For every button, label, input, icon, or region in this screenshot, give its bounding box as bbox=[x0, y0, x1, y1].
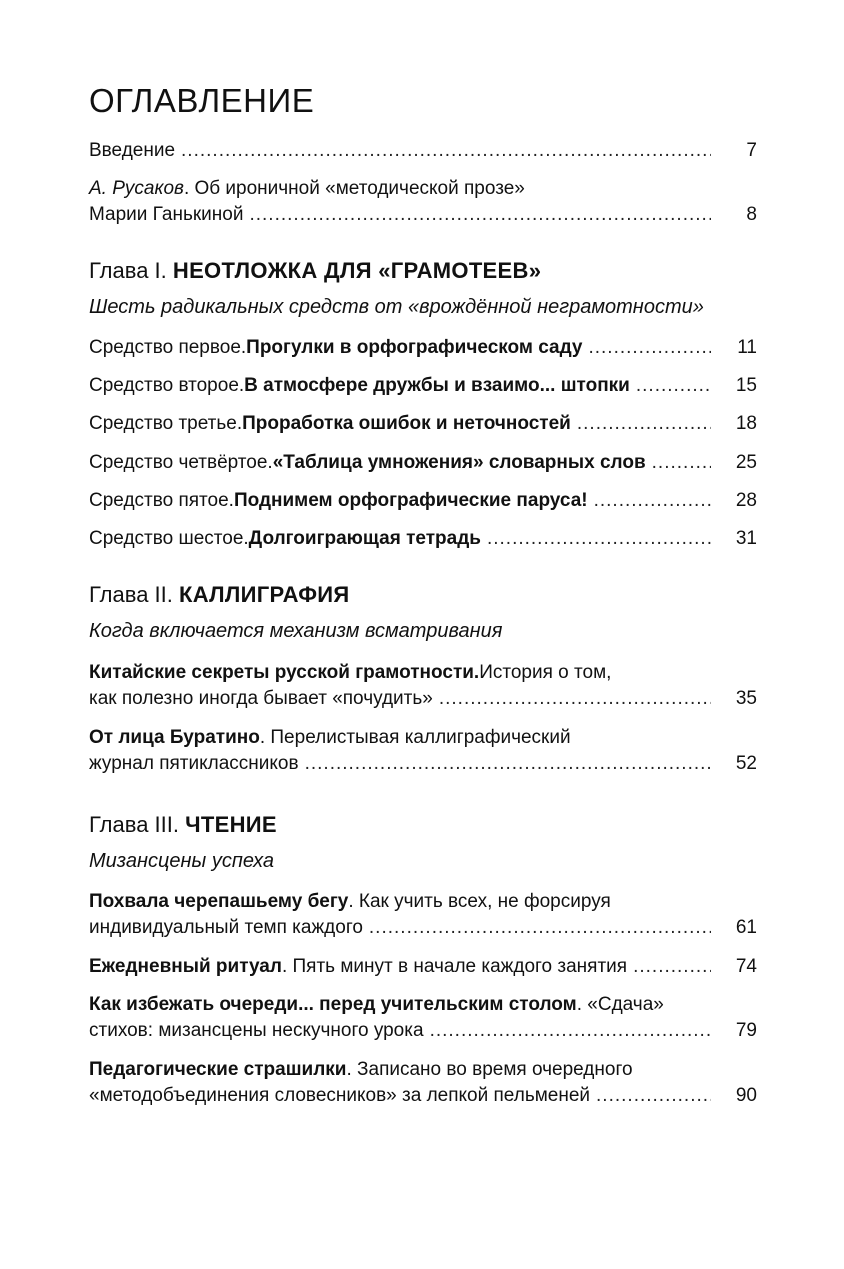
entry-title: В атмосфере дружбы и взаимо... штопки bbox=[244, 375, 630, 396]
page-title: ОГЛАВЛЕНИЕ bbox=[89, 82, 315, 119]
leader-dots bbox=[596, 1083, 711, 1109]
entry-title: Похвала черепашьему бегу bbox=[89, 891, 349, 912]
chapter-label: Глава III. bbox=[89, 812, 186, 837]
toc-entry[interactable] bbox=[89, 889, 757, 941]
entry-subtitle: . Записано во время очередного bbox=[346, 1059, 633, 1080]
leader-dots bbox=[636, 373, 711, 399]
page-number: 79 bbox=[735, 1020, 757, 1041]
chapter-3-heading bbox=[89, 812, 277, 838]
page-number: 18 bbox=[735, 413, 757, 434]
entry-title: Поднимем орфографические паруса! bbox=[233, 490, 588, 511]
toc-entry[interactable] bbox=[89, 1057, 757, 1109]
entry-prefix: Средство пятое. bbox=[89, 490, 234, 511]
toc-entry[interactable] bbox=[89, 992, 757, 1044]
toc-entry-introduction[interactable] bbox=[89, 138, 757, 164]
entry-subtitle: . Перелистывая каллиграфический bbox=[259, 727, 571, 748]
leader-dots bbox=[430, 1018, 711, 1044]
entry-prefix: Средство третье. bbox=[89, 413, 243, 434]
entry-title-line2: «методобъединения словесников» за лепкой пельменей bbox=[89, 1085, 591, 1106]
chapter-1-subtitle: Шесть радикальных средств от «врождённой неграмотности» bbox=[89, 296, 704, 318]
page-number: 61 bbox=[735, 917, 757, 938]
page-number: 8 bbox=[746, 204, 757, 225]
entry-title-line2: Марии Ганькиной bbox=[89, 204, 244, 225]
entry-title: «Таблица умножения» словарных слов bbox=[272, 452, 646, 473]
entry-title-line2: стихов: мизансцены нескучного урока bbox=[89, 1020, 424, 1041]
leader-dots bbox=[594, 488, 711, 514]
chapter-name: ЧТЕНИЕ bbox=[185, 812, 277, 837]
toc-entry[interactable] bbox=[89, 335, 757, 361]
toc-entry[interactable] bbox=[89, 660, 757, 712]
entry-title: Педагогические страшилки bbox=[89, 1059, 347, 1080]
entry-prefix: Средство четвёртое. bbox=[89, 452, 273, 473]
toc-entry[interactable] bbox=[89, 526, 757, 552]
page-number: 52 bbox=[735, 753, 757, 774]
chapter-label: Глава II. bbox=[89, 582, 179, 607]
entry-prefix: Средство второе. bbox=[89, 375, 245, 396]
toc-entry[interactable] bbox=[89, 725, 757, 777]
chapter-1-heading bbox=[89, 258, 541, 284]
entry-title: . Об ироничной «методической прозе» bbox=[183, 178, 525, 199]
entry-title: Как избежать очереди... перед учительским столом bbox=[89, 994, 577, 1015]
toc-entry[interactable] bbox=[89, 954, 757, 980]
toc-entry[interactable] bbox=[89, 373, 757, 399]
chapter-name: НЕОТЛОЖКА ДЛЯ «ГРАМОТЕЕВ» bbox=[172, 258, 542, 283]
entry-title: От лица Буратино bbox=[89, 727, 260, 748]
page-number: 25 bbox=[735, 452, 757, 473]
leader-dots bbox=[487, 526, 711, 552]
toc-entry-rusakov[interactable] bbox=[89, 176, 757, 228]
leader-dots bbox=[305, 751, 711, 777]
entry-prefix: Средство шестое. bbox=[89, 528, 249, 549]
chapter-2-heading bbox=[89, 582, 350, 608]
page-number: 7 bbox=[746, 140, 757, 161]
leader-dots bbox=[633, 954, 711, 980]
entry-subtitle: . Пять минут в начале каждого занятия bbox=[281, 956, 628, 977]
page-number: 11 bbox=[737, 337, 757, 358]
toc-entry[interactable] bbox=[89, 488, 757, 514]
leader-dots bbox=[181, 138, 711, 164]
leader-dots bbox=[588, 335, 711, 361]
chapter-3-subtitle: Мизансцены успеха bbox=[89, 850, 274, 872]
page-number: 31 bbox=[735, 528, 757, 549]
toc-entry[interactable] bbox=[89, 450, 757, 476]
page-number: 90 bbox=[735, 1085, 757, 1106]
leader-dots bbox=[369, 915, 711, 941]
entry-subtitle: . Как учить всех, не форсируя bbox=[348, 891, 611, 912]
chapter-label: Глава I. bbox=[89, 258, 173, 283]
entry-title: Прогулки в орфографическом саду bbox=[246, 337, 583, 358]
entry-subtitle: История о том, bbox=[479, 662, 612, 683]
leader-dots bbox=[439, 686, 711, 712]
page-number: 74 bbox=[735, 956, 757, 977]
entry-prefix: Средство первое. bbox=[89, 337, 247, 358]
toc-entry[interactable] bbox=[89, 411, 757, 437]
entry-author: А. Русаков bbox=[89, 178, 184, 199]
leader-dots bbox=[577, 411, 711, 437]
page-number: 35 bbox=[735, 688, 757, 709]
entry-title: Китайские секреты русской грамотности. bbox=[89, 662, 480, 683]
entry-title: Введение bbox=[89, 140, 176, 161]
chapter-name: КАЛЛИГРАФИЯ bbox=[179, 582, 350, 607]
entry-title-line2: журнал пятиклассников bbox=[89, 753, 299, 774]
entry-title: Долгоиграющая тетрадь bbox=[248, 528, 481, 549]
leader-dots bbox=[652, 450, 711, 476]
entry-title-line2: как полезно иногда бывает «почудить» bbox=[89, 688, 433, 709]
entry-title: Ежедневный ритуал bbox=[89, 956, 282, 977]
page-number: 28 bbox=[735, 490, 757, 511]
leader-dots bbox=[249, 202, 711, 228]
page-number: 15 bbox=[735, 375, 757, 396]
entry-title: Проработка ошибок и неточностей bbox=[242, 413, 571, 434]
entry-title-line2: индивидуальный темп каждого bbox=[89, 917, 363, 938]
entry-subtitle: . «Сдача» bbox=[576, 994, 664, 1015]
chapter-2-subtitle: Когда включается механизм всматривания bbox=[89, 620, 503, 642]
